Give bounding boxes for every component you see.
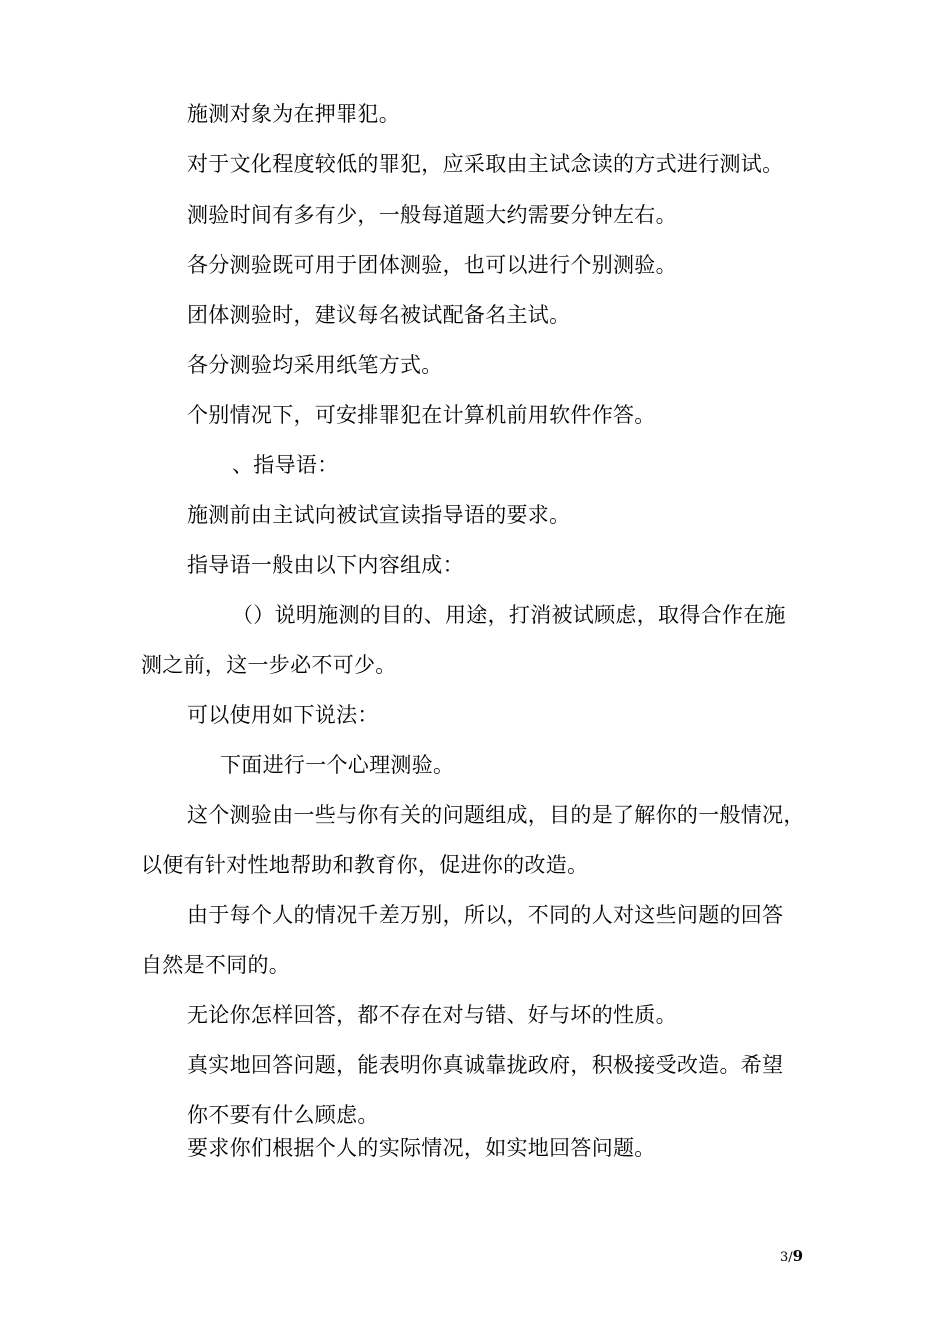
text-line: 真实地回答问题，能表明你真诚靠拢政府，积极接受改造。希望 [187, 1053, 784, 1077]
text-line: 各分测验既可用于团体测验，也可以进行个别测验。 [187, 253, 677, 277]
text-line: 这个测验由一些与你有关的问题组成，目的是了解你的一般情况， [187, 803, 805, 827]
text-line: 你不要有什么顾虑。 [187, 1103, 379, 1127]
text-line: 以便有针对性地帮助和教育你，促进你的改造。 [141, 853, 589, 877]
page-total: 9 [792, 1247, 804, 1265]
section-heading: 、指导语： [232, 453, 339, 477]
text-line: 测验时间有多有少，一般每道题大约需要分钟左右。 [187, 203, 677, 227]
page-number [780, 1248, 803, 1266]
text-line: 施测前由主试向被试宣读指导语的要求。 [187, 503, 571, 527]
text-line: 团体测验时，建议每名被试配备名主试。 [187, 303, 571, 327]
text-line: 各分测验均采用纸笔方式。 [187, 353, 443, 377]
list-item: （）说明施测的目的、用途，打消被试顾虑，取得合作在施 [232, 603, 786, 627]
text-line: 可以使用如下说法： [187, 703, 379, 727]
text-line: 指导语一般由以下内容组成： [187, 553, 464, 577]
text-line: 个别情况下，可安排罪犯在计算机前用软件作答。 [187, 403, 656, 427]
text-line: 下面进行一个心理测验。 [220, 753, 455, 777]
text-line: 自然是不同的。 [141, 953, 291, 977]
text-line: 由于每个人的情况千差万别，所以，不同的人对这些问题的回答 [187, 903, 784, 927]
text-line: 对于文化程度较低的罪犯，应采取由主试念读的方式进行测试。 [187, 152, 784, 176]
text-line: 测之前，这一步必不可少。 [141, 653, 397, 677]
text-line: 无论你怎样回答，都不存在对与错、好与坏的性质。 [187, 1003, 677, 1027]
page-current: 3/ [780, 1250, 793, 1265]
text-line: 施测对象为在押罪犯。 [187, 102, 400, 126]
text-line: 要求你们根据个人的实际情况，如实地回答问题。 [187, 1136, 656, 1160]
